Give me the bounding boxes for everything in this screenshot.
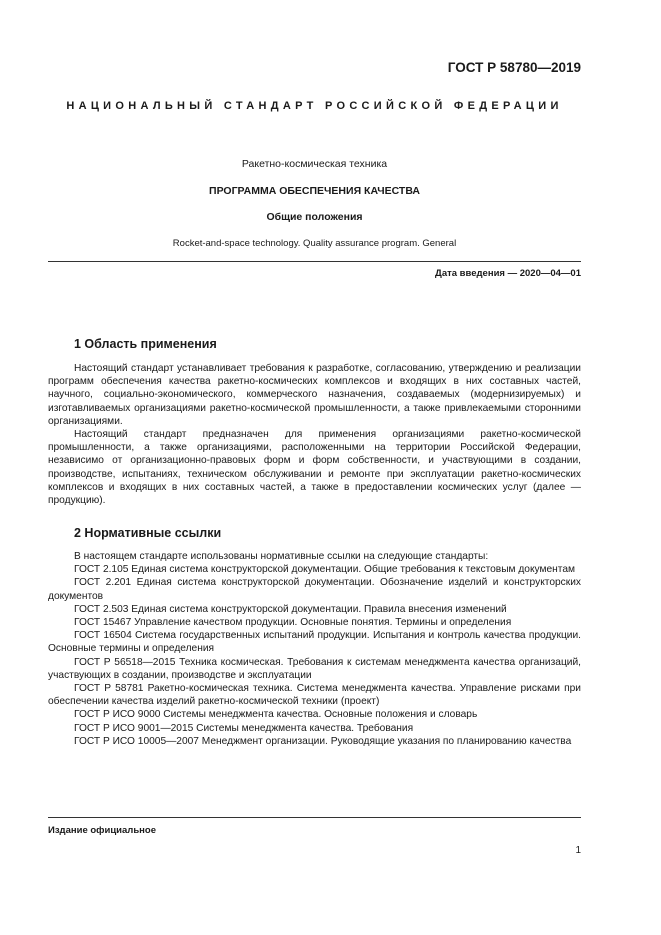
reference-item: ГОСТ Р ИСО 9000 Системы менеджмента качества. Основные положения и словарь bbox=[74, 709, 478, 721]
reference-item: ГОСТ 15467 Управление качеством продукции. Основные понятия. Термины и определения bbox=[74, 617, 512, 629]
document-title: ПРОГРАММА ОБЕСПЕЧЕНИЯ КАЧЕСТВА bbox=[209, 185, 420, 197]
section-body-references bbox=[48, 550, 581, 748]
introduction-date: Дата введения — 2020—04—01 bbox=[435, 268, 581, 279]
section-heading-references: 2 Нормативные ссылки bbox=[74, 526, 222, 540]
reference-item: ГОСТ Р 56518—2015 Техника космическая. Требования к системам менеджмента качества организаций, участвующих в создании, производстве и эксплуатации bbox=[48, 656, 581, 681]
reference-item: ГОСТ 2.105 Единая система конструкторской документации. Общие требования к текстовым документам bbox=[74, 564, 576, 576]
title-divider bbox=[48, 261, 581, 262]
standard-banner: НАЦИОНАЛЬНЫЙ СТАНДАРТ РОССИЙСКОЙ ФЕДЕРАЦИИ bbox=[66, 100, 563, 112]
page-number: 1 bbox=[575, 845, 581, 856]
paragraph: В настоящем стандарте использованы нормативные ссылки на следующие стандарты: bbox=[74, 551, 489, 562]
footer-divider bbox=[48, 817, 581, 818]
document-subject: Ракетно-космическая техника bbox=[241, 158, 388, 170]
reference-item: ГОСТ Р ИСО 10005—2007 Менеджмент организации. Руководящие указания по планированию качества bbox=[74, 735, 572, 747]
section-body-scope bbox=[48, 362, 581, 507]
english-title: Rocket-and-space technology. Quality assurance program. General bbox=[172, 238, 457, 249]
reference-item: ГОСТ 2.503 Единая система конструкторской документации. Правила внесения изменений bbox=[74, 603, 507, 615]
document-code: ГОСТ Р 58780—2019 bbox=[447, 60, 581, 75]
document-subtitle: Общие положения bbox=[266, 211, 363, 223]
reference-item: ГОСТ 16504 Система государственных испытаний продукции. Испытания и контроль качества продукции. Основные термины и определения bbox=[48, 630, 581, 655]
reference-item: ГОСТ 2.201 Единая система конструкторской документации. Обозначение изделий и конструкторских документов bbox=[48, 577, 581, 602]
edition-label: Издание официальное bbox=[48, 825, 156, 836]
section-heading-scope: 1 Область применения bbox=[74, 337, 217, 351]
paragraph: Настоящий стандарт предназначен для применения организациями ракетно-космической промышленности, а также организациями, расположенными на территории Российской Федерации, независимо от организационно-правовых форм и форм собственности, и участвующими в создании, производстве, испытаниях, техническом обслуживании и ремонте при эксплуатации ракетно-космических комплексов и входящих в них составных частей, а также в предоставлении космических услуг (далее — продукцию). bbox=[48, 429, 581, 507]
reference-item: ГОСТ Р ИСО 9001—2015 Системы менеджмента качества. Требования bbox=[74, 722, 414, 734]
paragraph: Настоящий стандарт устанавливает требования к разработке, согласованию, утверждению и реализации программ обеспечения качества ракетно-космических комплексов и входящих в них составных частей, научного, социально-экономического, коммерческого назначения, создаваемых (модернизируемых) и изготавливаемых организациями ракетно-космической промышленности, а также привлекаемыми сторонними организациями. bbox=[48, 363, 581, 427]
reference-item: ГОСТ Р 58781 Ракетно-космическая техника. Система менеджмента качества. Управление рисками при обеспечении качества изделий ракетно-космической техники (проект) bbox=[48, 683, 581, 708]
